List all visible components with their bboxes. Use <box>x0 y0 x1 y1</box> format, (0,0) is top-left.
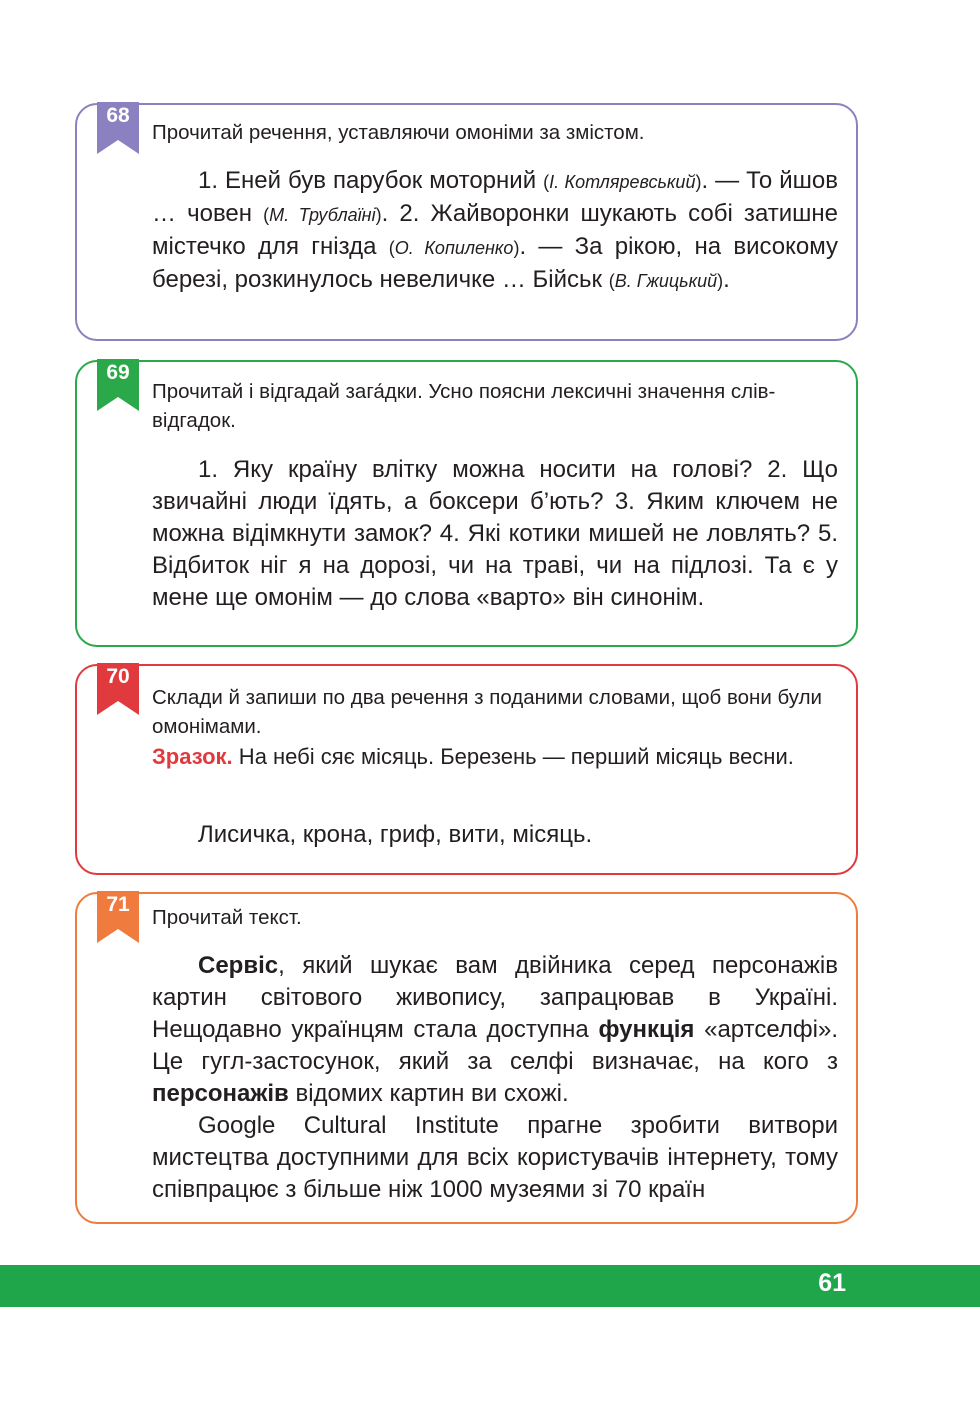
text-paragraph: Google Cultural Institute прагне зробити витвори мистецтва доступними для всіх користувачів інтернету, тому співпрацює з більше ніж 1000 музеями зі 70 країн <box>152 1112 838 1203</box>
exercise-number-flag <box>97 891 139 943</box>
exercise-69 <box>75 360 858 647</box>
task-text: Прочитай текст. <box>152 906 302 929</box>
source-author: І. Котляревський <box>549 172 696 192</box>
exercise-body: 1. Еней був парубок моторний (І. Котляревський). — То йшов … човен (М. Трублаїні). 2. Жайворонки шукають собі затишне містечко для гнізда (О. Копиленко). — За рікою, на високому березі, розкинулось невеличке … Бійськ (В. Гжицький). <box>152 167 839 293</box>
sample <box>152 742 838 771</box>
exercise-number: 71 <box>106 893 130 916</box>
bold-term: Сервіс <box>198 952 279 979</box>
page-footer-bar <box>0 1265 980 1307</box>
sentence-part: . — За рікою, на високому березі, розкинулось невеличке … Бійськ <box>152 233 839 293</box>
word-list: Лисичка, крона, гриф, вити, місяць. <box>198 821 593 848</box>
sentence-part: . 2. Жайворонки шукають собі затишне містечко для гнізда <box>152 200 839 260</box>
exercise-body <box>152 950 838 1206</box>
sentence-part: 1. Еней був парубок моторний <box>198 167 537 194</box>
exercise-number-flag <box>97 102 139 154</box>
source-author: М. Трублаїні <box>269 205 376 225</box>
exercise-number-flag <box>97 663 139 715</box>
sample-label: Зразок. <box>152 744 233 769</box>
exercise-number: 69 <box>106 361 130 384</box>
exercise-body <box>152 819 838 851</box>
text-part: відомих картин ви схожі. <box>288 1080 569 1107</box>
source-author: В. Гжицький <box>614 271 718 291</box>
exercise-number: 70 <box>106 665 130 688</box>
exercise-68 <box>75 103 858 341</box>
text-part: , який шукає вам двійника серед персонажів картин світового живопису, запрацював в Україні. Нещодавно українцям стала доступна <box>152 952 838 1043</box>
task-text: Прочитай речення, уставляючи омоніми за змістом. <box>152 121 645 144</box>
text-part: «артселфі». Це гугл-застосунок, який за селфі визначає, на кого з <box>152 1016 839 1075</box>
bold-term: функція <box>598 1016 695 1043</box>
sentence-part: . — То йшов … човен <box>152 167 839 227</box>
sentence-part: . <box>723 266 730 293</box>
exercise-number: 68 <box>106 104 130 127</box>
task-text: Прочитай і відгадай зага́дки. Усно поясни лексичні значення слів-відгадок. <box>152 380 776 432</box>
source-author: О. Копиленко <box>394 238 514 258</box>
task-text: Склади й запиши по два речення з поданими словами, щоб вони були омонімами. <box>152 686 822 738</box>
exercise-body <box>152 454 838 614</box>
riddles-text: 1. Яку країну влітку можна носити на голові? 2. Що звичайні люди їдять, а боксери б’ють? 3. Яким ключем не можна відімкнути замок? 4. Які котики мишей не ловлять? 5. Відбиток ніг я на дорозі, чи на траві, чи на підлозі. Та є у мене ще омонім — до слова «варто» він синонім. <box>152 456 838 611</box>
page-number: 61 <box>818 1269 846 1297</box>
bold-term: персонажів <box>152 1080 289 1107</box>
exercise-71 <box>75 892 858 1224</box>
exercise-number-flag <box>97 359 139 411</box>
exercise-70 <box>75 664 858 875</box>
sample-text: На небі сяє місяць. Березень — перший місяць весни. <box>232 744 794 769</box>
